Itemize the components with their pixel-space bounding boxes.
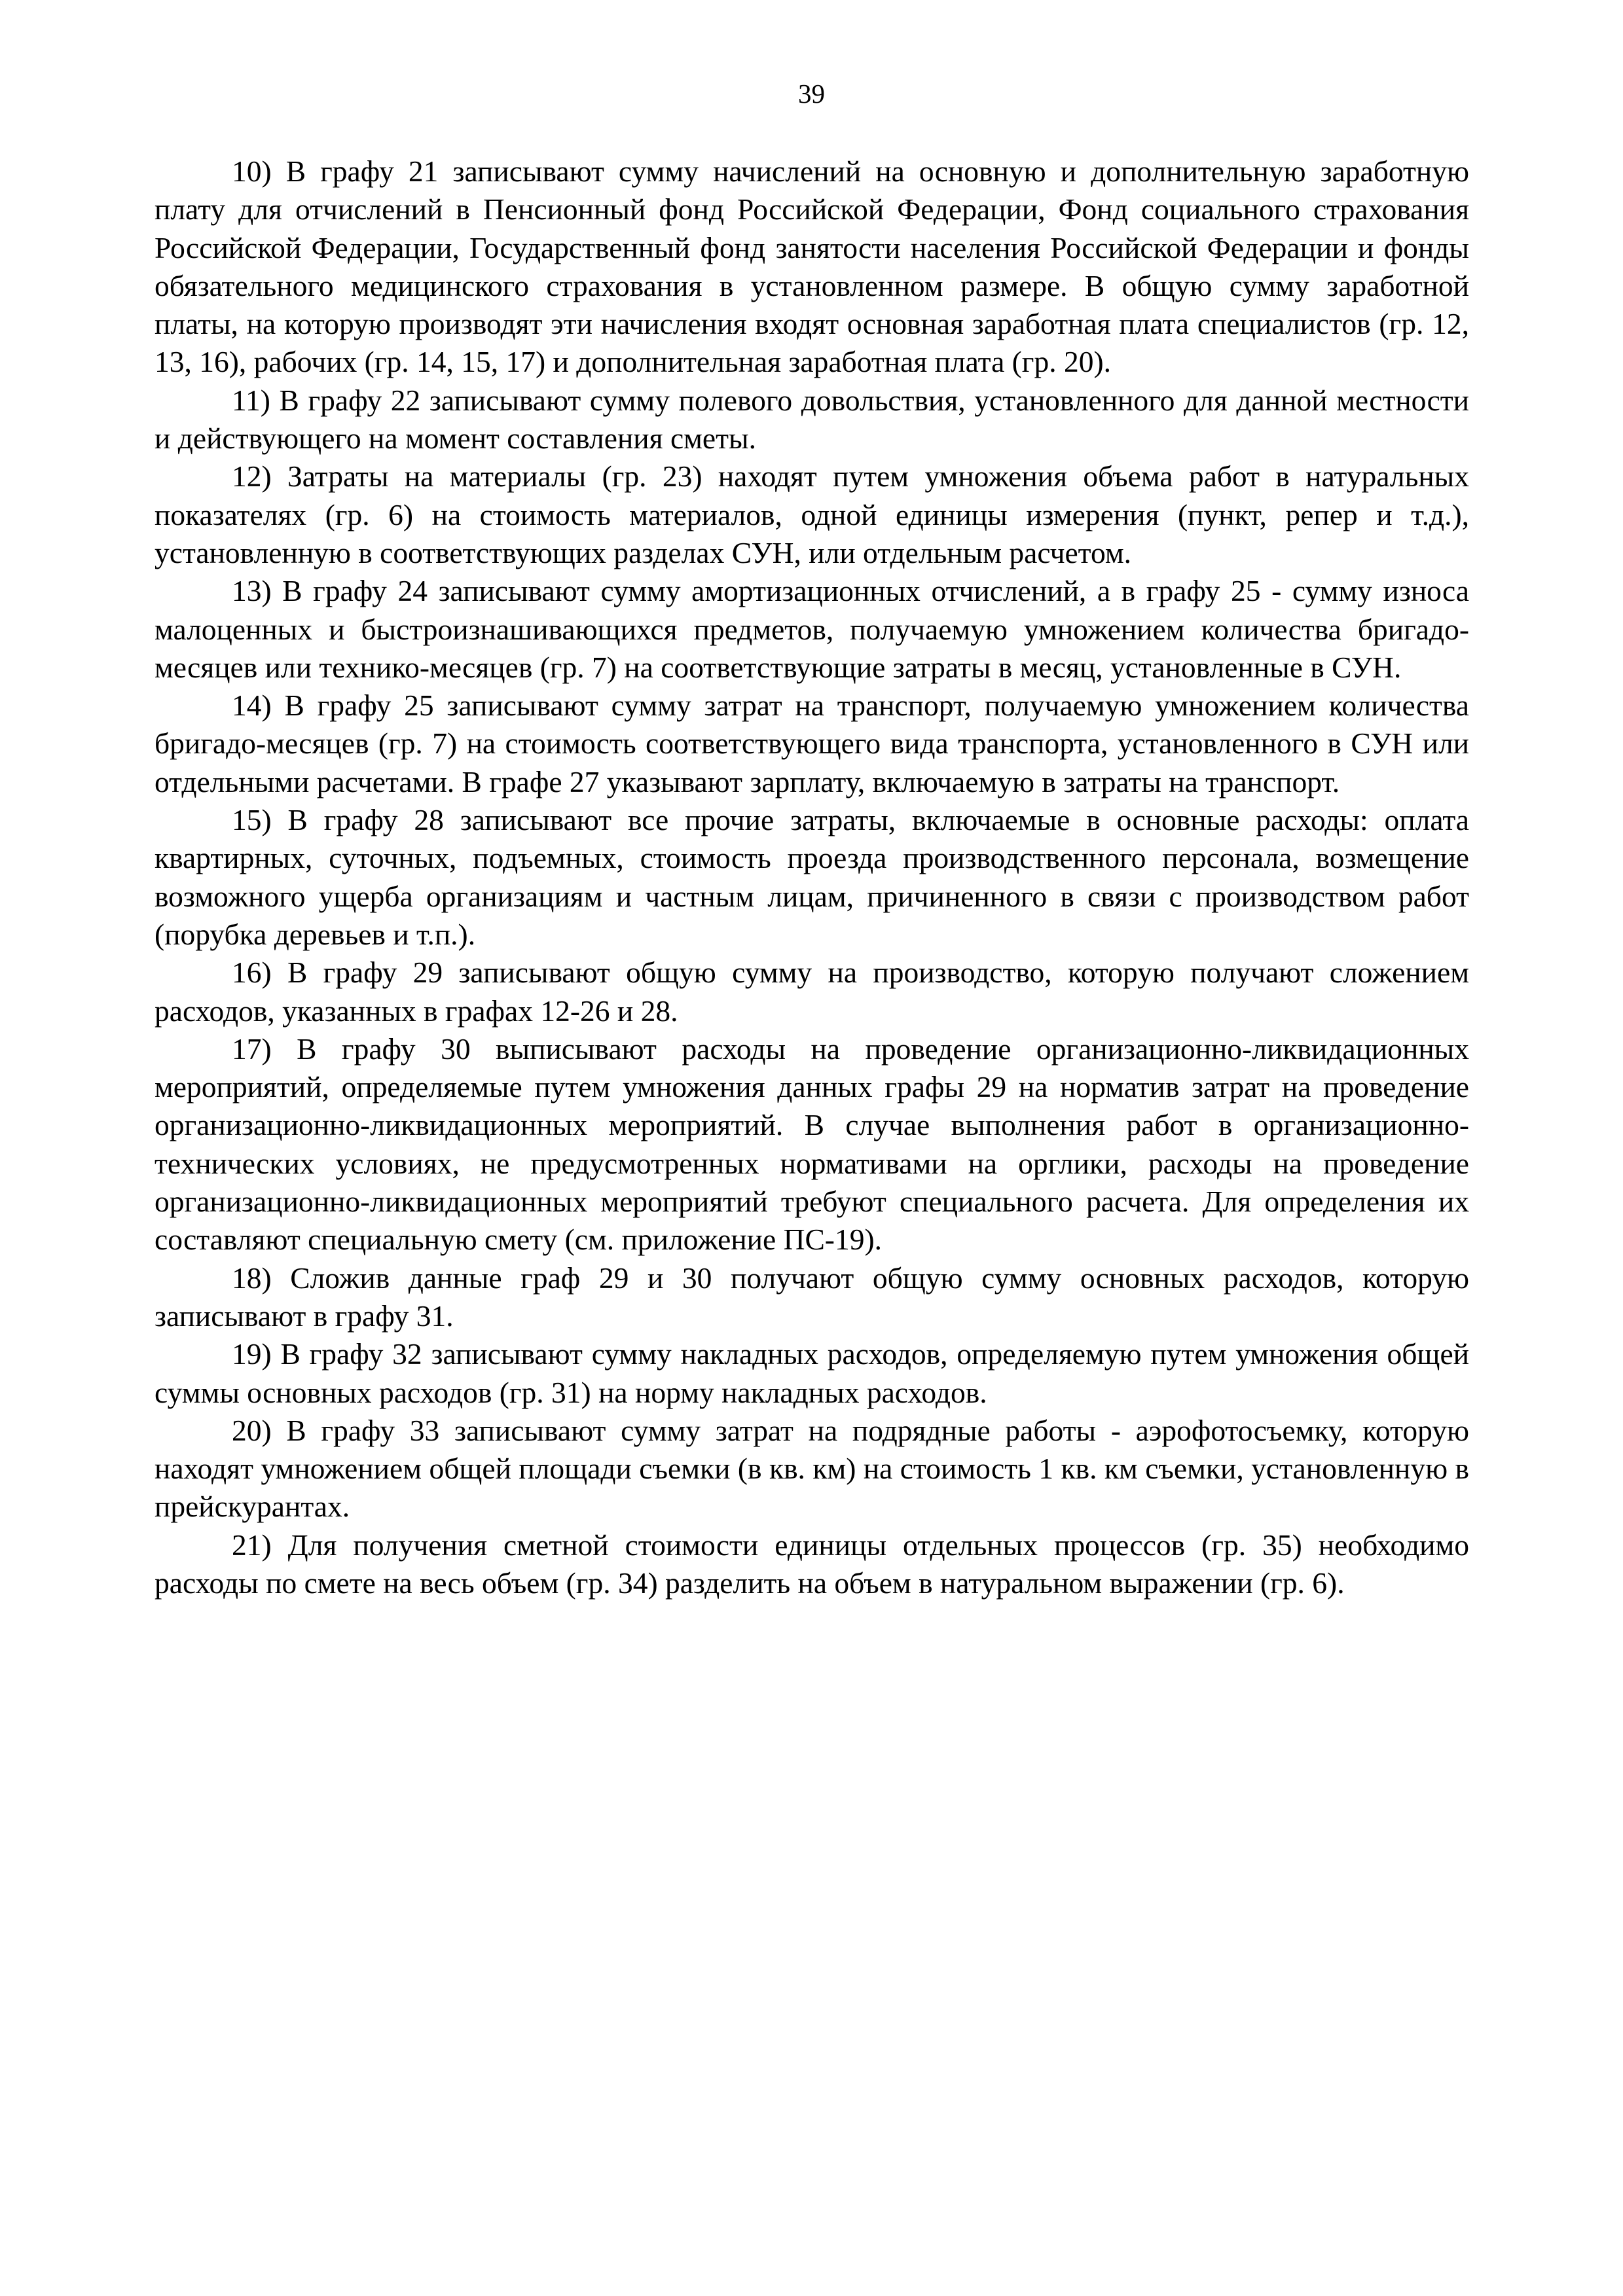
paragraph-13: 13) В графу 24 записывают сумму амортизационных отчислений, а в графу 25 - сумму износа малоценных и быстроизнашивающихся предметов, получаемую умножением количества бригадо-месяцев или технико-месяцев (гр. 7) на соответствующие затраты в месяц, установленные в СУН.	[155, 574, 1469, 684]
paragraph-18: 18) Сложив данные граф 29 и 30 получают общую сумму основных расходов, которую записывают в графу 31.	[155, 1261, 1469, 1333]
paragraph-16: 16) В графу 29 записывают общую сумму на производство, которую получают сложением расходов, указанных в графах 12-26 и 28.	[155, 956, 1469, 1028]
paragraph-12: 12) Затраты на материалы (гр. 23) находят путем умножения объема работ в натуральных показателях (гр. 6) на стоимость материалов, одной единицы измерения (пункт, репер и т.д.), установленную в соответствующих разделах СУН, или отдельным расчетом.	[155, 459, 1469, 569]
body-text	[155, 152, 1469, 1602]
paragraph-19: 19) В графу 32 записывают сумму накладных расходов, определяемую путем умножения общей суммы основных расходов (гр. 31) на норму накладных расходов.	[155, 1337, 1469, 1409]
paragraph-10: 10) В графу 21 записывают сумму начислений на основную и дополнительную заработную плату для отчислений в Пенсионный фонд Российской Федерации, Фонд социального страхования Российской Федерации, Государственный фонд занятости населения Российской Федерации и фонды обязательного медицинского страхования в установленном размере. В общую сумму заработной платы, на которую производят эти начисления входят основная заработная плата специалистов (гр. 12, 13, 16), рабочих (гр. 14, 15, 17) и дополнительная заработная плата (гр. 20).	[155, 154, 1469, 379]
paragraph-14: 14) В графу 25 записывают сумму затрат на транспорт, получаемую умножением количества бригадо-месяцев (гр. 7) на стоимость соответствующего вида транспорта, установленного в СУН или отдельными расчетами. В графе 27 указывают зарплату, включаемую в затраты на транспорт.	[155, 689, 1469, 798]
paragraph-17: 17) В графу 30 выписывают расходы на проведение организационно-ликвидационных мероприятий, определяемые путем умножения данных графы 29 на норматив затрат на проведение организационно-ликвидационных мероприятий. В случае выполнения работ в организационно-технических условиях, не предусмотренных нормативами на орглики, расходы на проведение организационно-ликвидационных мероприятий требуют специального расчета. Для определения их составляют специальную смету (см. приложение ПС-19).	[155, 1031, 1469, 1257]
paragraph-21: 21) Для получения сметной стоимости единицы отдельных процессов (гр. 35) необходимо расходы по смете на весь объем (гр. 34) разделить на объем в натуральном выражении (гр. 6).	[155, 1528, 1469, 1600]
paragraph-20: 20) В графу 33 записывают сумму затрат на подрядные работы - аэрофотосъемку, которую находят умножением общей площади съемки (в кв. км) на стоимость 1 кв. км съемки, установленную в прейскурантах.	[155, 1413, 1469, 1524]
paragraph-11: 11) В графу 22 записывают сумму полевого довольствия, установленного для данной местности и действующего на момент составления сметы.	[155, 383, 1469, 456]
page-number: 39	[798, 79, 825, 109]
paragraph-15: 15) В графу 28 записывают все прочие затраты, включаемые в основные расходы: оплата квартирных, суточных, подъемных, стоимость проезда производственного персонала, возмещение возможного ущерба организациям и частным лицам, причиненного в связи с производством работ (порубка деревьев и т.п.).	[155, 803, 1469, 951]
